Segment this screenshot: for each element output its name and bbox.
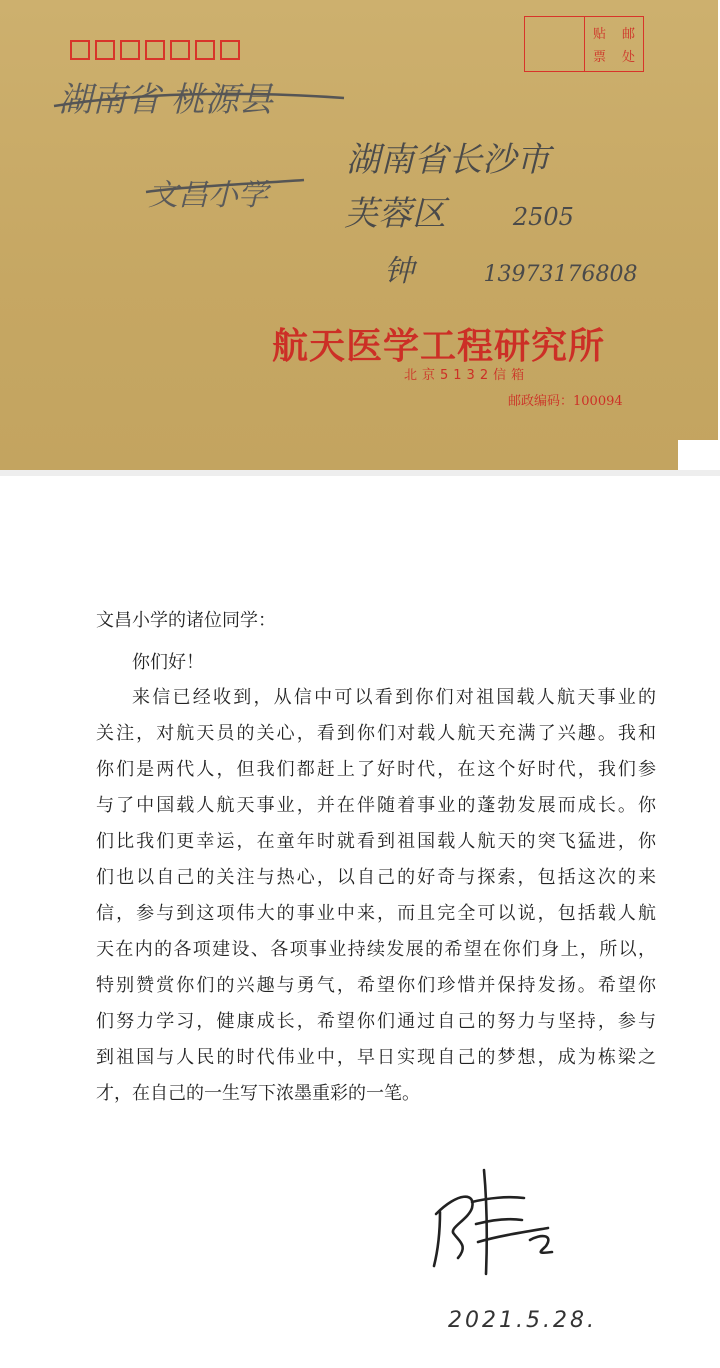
salutation: 文昌小学的诸位同学： <box>96 610 276 631</box>
letter-body <box>96 680 656 1112</box>
recipient-line-3: 钟 13973176808 <box>384 254 638 289</box>
letter-line: 与了中国载人航天事业，并在伴随着事业的蓬勃发展而成长。你 <box>96 795 656 816</box>
postcode-box <box>70 40 90 60</box>
letter-line: 关注，对航天员的关心，看到你们对载人航天充满了兴趣。我和 <box>96 723 656 744</box>
stamp-label <box>584 17 643 71</box>
letter-line: 来信已经收到，从信中可以看到你们对祖国载人航天事业的 <box>132 687 656 708</box>
greeting: 你们好！ <box>132 652 204 673</box>
postcode-box <box>195 40 215 60</box>
recipient-line-2: 芙蓉区 2505 <box>344 194 574 234</box>
crossed-address: 湖南省 桃源县 <box>58 80 273 120</box>
letter-line: 天在内的各项建设、各项事业持续发展的希望在你们身上，所以， <box>96 939 656 960</box>
letter-line: 信，参与到这项伟大的事业中来，而且完全可以说，包括载人航 <box>96 903 656 924</box>
stamp-area <box>524 16 644 72</box>
institution-name: 航天医学工程研究所 <box>272 325 606 367</box>
stamp-char: 邮 <box>621 27 635 42</box>
postcode-box <box>170 40 190 60</box>
letter-line: 你们是两代人，但我们都赶上了好时代，在这个好时代，我们参 <box>96 759 656 780</box>
crossed-school: 文昌小学 <box>148 178 268 213</box>
letter-line: 特别赞赏你们的兴趣与勇气，希望你们珍惜并保持发扬。希望你 <box>96 975 656 996</box>
postcode-boxes <box>70 40 240 60</box>
letter-line: 们努力学习，健康成长，希望你们通过自己的努力与坚持，参与 <box>96 1011 656 1032</box>
letter-date: 2021.5.28. <box>448 1308 597 1333</box>
letter-page <box>0 476 720 1368</box>
letter-line: 们比我们更幸运，在童年时就看到祖国载人航天的突飞猛进，你 <box>96 831 656 852</box>
postcode-box <box>145 40 165 60</box>
strike-line-address <box>50 80 350 120</box>
recipient-line-1: 湖南省长沙市 <box>346 140 550 180</box>
postcode-box <box>120 40 140 60</box>
postcode-box <box>95 40 115 60</box>
po-box: 北京5132信箱 <box>404 368 530 383</box>
strike-line-school <box>140 170 310 210</box>
postcode-box <box>220 40 240 60</box>
stamp-char: 票 <box>592 50 606 65</box>
stamp-char: 贴 <box>592 27 606 42</box>
envelope <box>0 0 718 471</box>
letter-line: 到祖国与人民的时代伟业中，早日实现自己的梦想，成为栋梁之 <box>96 1047 656 1068</box>
handwritten-signature <box>428 1162 568 1282</box>
letter-line: 们也以自己的关注与热心，以自己的好奇与探索，包括这次的来 <box>96 867 656 888</box>
letter-line: 才，在自己的一生写下浓墨重彩的一笔。 <box>96 1083 420 1104</box>
stamp-char: 处 <box>621 50 635 65</box>
postcode-text: 邮政编码：100094 <box>508 394 623 409</box>
